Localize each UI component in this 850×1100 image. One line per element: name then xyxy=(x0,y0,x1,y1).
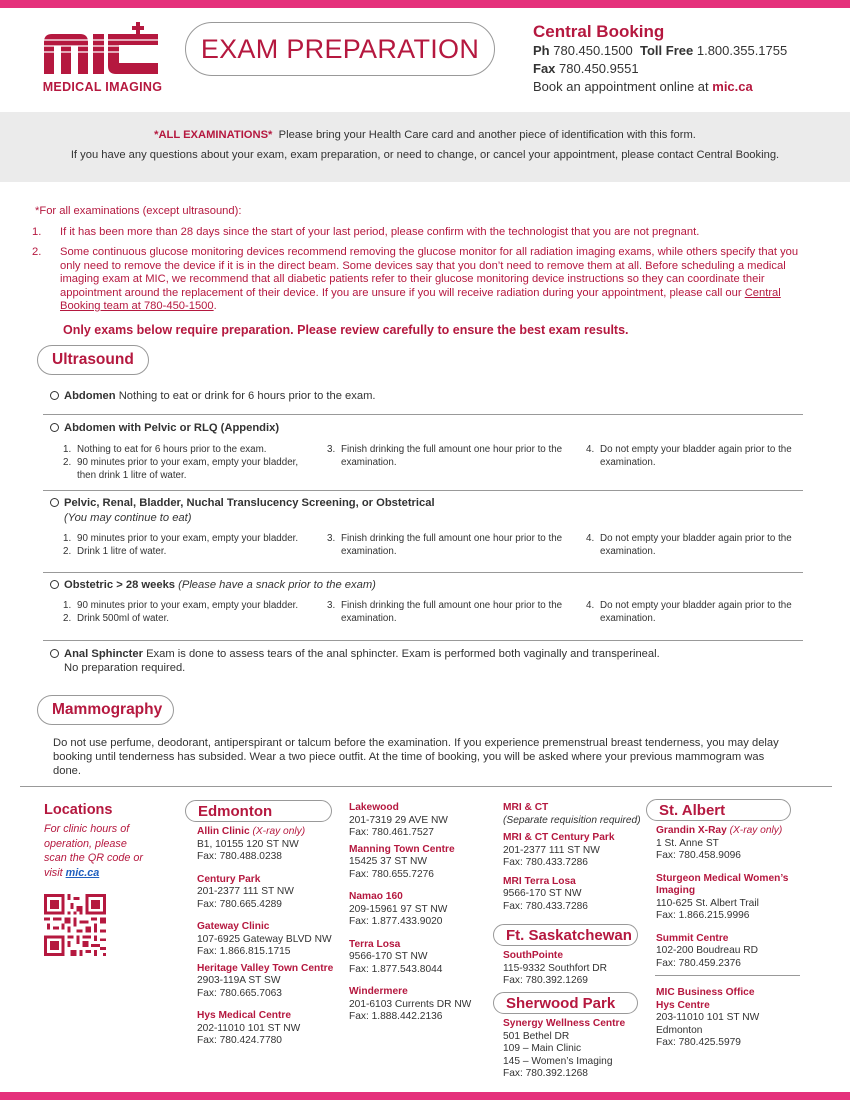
qr-code[interactable] xyxy=(44,894,106,956)
city-ft-saskatchewan: Ft. Saskatchewan xyxy=(493,924,638,946)
mic-link[interactable]: mic.ca xyxy=(65,866,100,879)
clinic: Sturgeon Medical Women’s Imaging 110-625 St. Albert Trail Fax: 1.866.215.9996 xyxy=(656,872,789,921)
city-sherwood-park: Sherwood Park xyxy=(493,992,638,1014)
central-booking-heading: Central Booking xyxy=(533,22,665,41)
info-line-2: If you have any questions about your exam, exam preparation, or need to change, or cancel your appointment, please contact Central Booking. xyxy=(70,149,780,161)
clinic: Manning Town Centre 15425 37 ST NW Fax: 780.655.7276 xyxy=(349,843,455,880)
appendix-steps-col3 xyxy=(586,443,801,469)
bullet-circle-icon xyxy=(50,423,59,432)
divider xyxy=(43,572,803,573)
clinic: Century Park 201-2377 111 ST NW Fax: 780.665.4289 xyxy=(197,873,294,910)
top-accent-bar xyxy=(0,0,850,8)
clinic: MRI & CT (Separate requisition required) xyxy=(503,802,641,826)
divider xyxy=(43,640,803,641)
phone-line: Ph 780.450.1500 Toll Free 1.800.355.1755 xyxy=(533,43,788,58)
step: 3. Finish drinking the full amount one hour prior to the examination. xyxy=(327,600,563,624)
mic-logo xyxy=(40,22,170,94)
pelvic-steps-col2 xyxy=(327,532,567,558)
fax-line: Fax 780.450.9551 xyxy=(533,61,639,76)
bullet-circle-icon xyxy=(50,498,59,507)
clinic: Heritage Valley Town Centre 2903-119A ST SW Fax: 780.665.7063 xyxy=(197,962,334,999)
obstetric-item: Obstetric > 28 weeks (Please have a snack prior to the exam) xyxy=(50,578,790,592)
clinic: Terra Losa 9566-170 ST NW Fax: 1.877.543.8044 xyxy=(349,938,443,975)
locations-note: For clinic hours of operation, please scan the QR code or visit mic.ca xyxy=(44,823,144,879)
abdomen-item: Abdomen Nothing to eat or drink for 6 hours prior to the exam. xyxy=(50,389,790,403)
pelvic-steps-col1 xyxy=(63,532,323,558)
note-2: 2. Some continuous glucose monitoring devices recommend removing the glucose monitor for all radiation imaging exams, while others specify that you only need to remove the device if it is in the direct beam. Some devices say that you don’t need to remove them at all. Before scheduling a medical imaging exam at MIC, we recommend that all diabetic patients refer to their glucose monitoring device instructions so they can coordinate their appointment around the replacement of their device. If you are unsure if you will receive radiation during your appointment, please call our Central Booking team at 780-450-1500. xyxy=(32,246,799,312)
step: 1. Nothing to eat for 6 hours prior to the exam. xyxy=(63,444,267,455)
appendix-steps-col2 xyxy=(327,443,567,469)
city-st-albert: St. Albert xyxy=(646,799,791,821)
mammography-heading: Mammography xyxy=(37,695,174,725)
edmonton-clinics-col2 xyxy=(349,802,489,1024)
step: 4. Do not empty your bladder again prior to the examination. xyxy=(586,444,792,468)
step: 3. Finish drinking the full amount one hour prior to the examination. xyxy=(327,444,563,468)
bullet-circle-icon xyxy=(50,391,59,400)
info-band: *ALL EXAMINATIONS* Please bring your Health Care card and another piece of identification with this form. If you have any questions about your exam, exam preparation, or need to change, or cancel your appointment, please contact Central Booking. xyxy=(0,112,850,182)
mic-link[interactable]: mic.ca xyxy=(712,79,753,94)
mic-logo-mark xyxy=(40,22,165,78)
exam-notes xyxy=(32,205,815,314)
clinic: Summit Centre 102-200 Boudreau RD Fax: 780.459.2376 xyxy=(656,932,758,969)
ultrasound-heading: Ultrasound xyxy=(37,345,149,375)
sherwood-clinic: Synergy Wellness Centre 501 Bethel DR 109 – Main Clinic 145 – Women’s Imaging Fax: 780.392.1268 xyxy=(503,1018,626,1079)
only-exams-notice: Only exams below require preparation. Please review carefully to ensure the best exam results. xyxy=(63,323,629,337)
divider xyxy=(655,975,800,976)
notes-intro: *For all examinations (except ultrasound): xyxy=(35,205,242,217)
pelvic-item: Pelvic, Renal, Bladder, Nuchal Translucency Screening, or Obstetrical (You may continue to eat) xyxy=(50,496,790,525)
clinic: MRI Terra Losa 9566-170 ST NW Fax: 780.433.7286 xyxy=(503,875,588,912)
obstetric-steps-col2 xyxy=(327,599,567,625)
central-booking-link[interactable]: Central Booking team at 780-450-1500 xyxy=(60,286,781,312)
step: 2. Drink 500ml of water. xyxy=(63,613,170,624)
clinic: Grandin X-Ray (X-ray only) 1 St. Anne ST Fax: 780.458.9096 xyxy=(656,825,783,861)
book-line: Book an appointment online at mic.ca xyxy=(533,79,753,94)
logo-text: MEDICAL IMAGING xyxy=(42,80,163,94)
appendix-steps-col1 xyxy=(63,443,318,482)
clinic: Lakewood 201-7319 29 AVE NW Fax: 780.461.7527 xyxy=(349,802,448,838)
step: 3. Finish drinking the full amount one hour prior to the examination. xyxy=(327,533,563,557)
locations-divider xyxy=(20,786,832,787)
edmonton-clinics-col1 xyxy=(197,826,347,1048)
note-1: 1. If it has been more than 28 days since the start of your last period, please confirm with the technologist that you are not pregnant. xyxy=(32,225,700,238)
qr-code-icon xyxy=(44,894,106,956)
obstetric-steps-col3 xyxy=(586,599,801,625)
anal-sphincter-note: No preparation required. xyxy=(64,662,186,674)
step: 2. Drink 1 litre of water. xyxy=(63,546,167,557)
tollfree-number[interactable]: 1.800.355.1755 xyxy=(696,43,788,58)
all-exams-label: *ALL EXAMINATIONS* xyxy=(154,129,273,141)
edmonton-clinics-col3 xyxy=(503,802,643,913)
step: 4. Do not empty your bladder again prior to the examination. xyxy=(586,600,792,624)
obstetric-steps-col1 xyxy=(63,599,323,625)
mammography-text: Do not use perfume, deodorant, antiperspirant or talcum before the examination. If you experience premenstrual breast tenderness, you may delay booking until tenderness has subsided. Wear a two piece outfit. At the time of booking, you will be asked where your previous mammogram was done. xyxy=(53,737,779,777)
clinic: Windermere 201-6103 Currents DR NW Fax: 1.888.442.2136 xyxy=(349,986,472,1022)
divider xyxy=(43,490,803,491)
clinic: Allin Clinic (X-ray only) B1, 10155 120 ST NW Fax: 780.488.0238 xyxy=(197,826,306,862)
central-booking xyxy=(533,22,833,96)
clinic: MRI & CT Century Park 201-2377 111 ST NW Fax: 780.433.7286 xyxy=(503,832,615,868)
page-title: EXAM PREPARATION xyxy=(185,22,495,76)
step: 1. 90 minutes prior to your exam, empty your bladder. xyxy=(63,533,299,544)
appendix-item: Abdomen with Pelvic or RLQ (Appendix) xyxy=(50,421,790,435)
bottom-accent-bar xyxy=(0,1092,850,1100)
pelvic-subtitle: (You may continue to eat) xyxy=(64,512,192,524)
bullet-circle-icon xyxy=(50,580,59,589)
bullet-circle-icon xyxy=(50,649,59,658)
st-albert-clinics xyxy=(656,825,801,970)
city-edmonton: Edmonton xyxy=(185,800,332,822)
step: 2. 90 minutes prior to your exam, empty your bladder, then drink 1 litre of water. xyxy=(63,457,299,481)
divider xyxy=(43,414,803,415)
step: 1. 90 minutes prior to your exam, empty your bladder. xyxy=(63,600,299,611)
clinic: Gateway Clinic 107-6925 Gateway BLVD NW Fax: 1.866.815.1715 xyxy=(197,921,332,957)
clinic: Hys Medical Centre 202-11010 101 ST NW Fax: 780.424.7780 xyxy=(197,1010,301,1046)
ft-sask-clinic: SouthPointe 115-9332 Southfort DR Fax: 780.392.1269 xyxy=(503,950,608,986)
phone-number[interactable]: 780.450.1500 xyxy=(553,43,633,58)
business-office: MIC Business Office Hys Centre 203-11010 101 ST NW Edmonton Fax: 780.425.5979 xyxy=(656,987,760,1048)
pelvic-steps-col3 xyxy=(586,532,801,558)
anal-sphincter-item: Anal Sphincter Exam is done to assess tears of the anal sphincter. Exam is performed both vaginally and transperineal. No preparation required. xyxy=(50,647,790,675)
locations-heading: Locations xyxy=(44,802,113,818)
step: 4. Do not empty your bladder again prior to the examination. xyxy=(586,533,792,557)
clinic: Namao 160 209-15961 97 ST NW Fax: 1.877.433.9020 xyxy=(349,891,448,927)
